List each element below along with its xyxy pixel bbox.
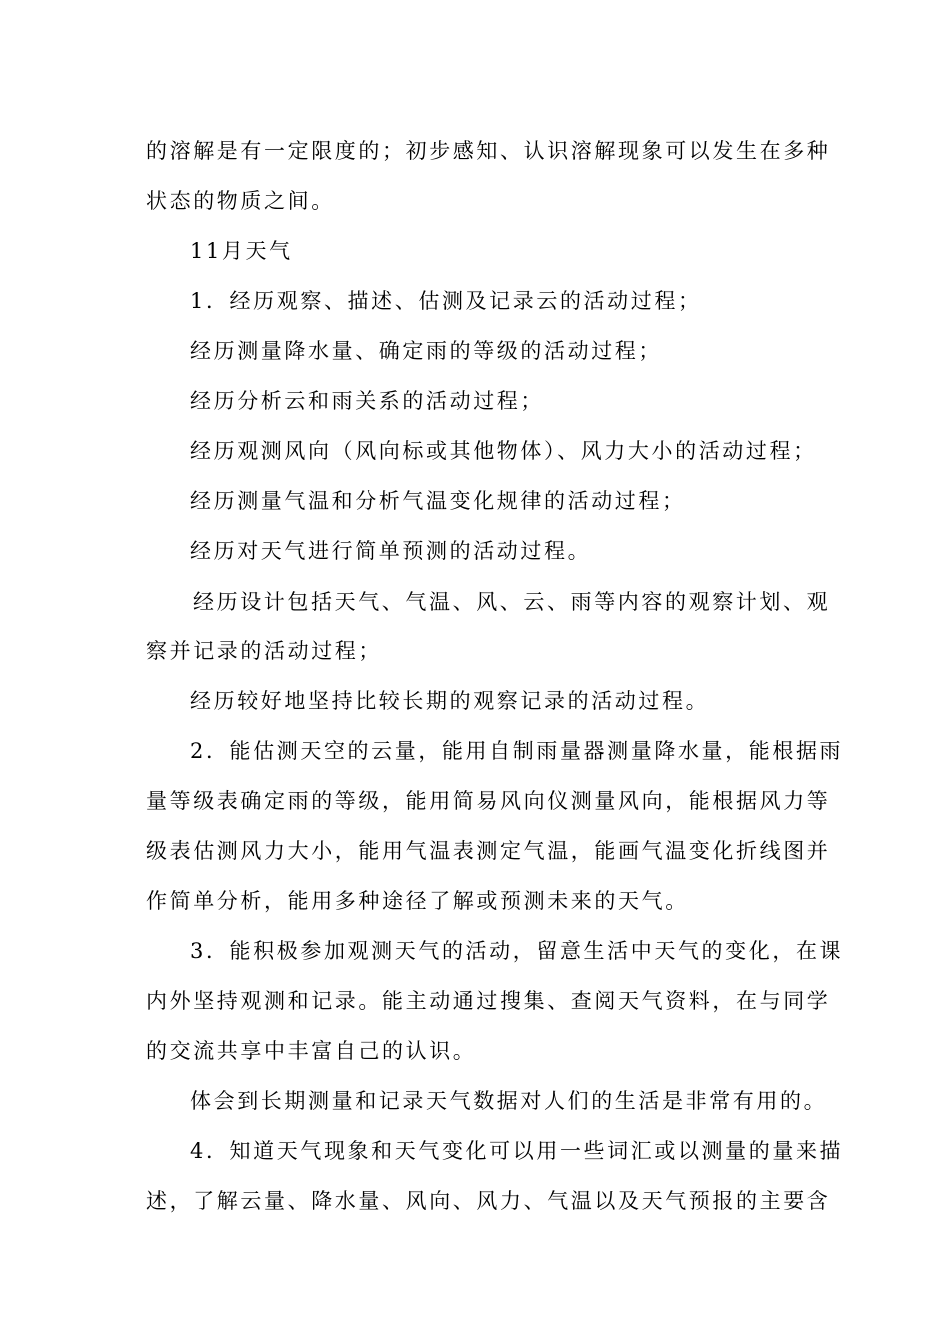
text-line: 2．能估测天空的云量，能用自制雨量器测量降水量，能根据雨 bbox=[190, 739, 844, 763]
text-line: 经历观测风向（风向标或其他物体）、风力大小的活动过程； bbox=[190, 439, 817, 463]
text-line: 经历设计包括天气、气温、风、云、雨等内容的观察计划、观 bbox=[193, 590, 831, 614]
text-line: 体会到长期测量和记录天气数据对人们的生活是非常有用的。 bbox=[190, 1089, 828, 1113]
text-line: 4．知道天气现象和天气变化可以用一些词汇或以测量的量来描 bbox=[190, 1139, 844, 1163]
text-line: 3．能积极参加观测天气的活动，留意生活中天气的变化，在课 bbox=[190, 939, 844, 963]
text-line: 内外坚持观测和记录。能主动通过搜集、查阅天气资料，在与同学 bbox=[146, 989, 831, 1013]
text-line: 经历测量降水量、确定雨的等级的活动过程； bbox=[190, 339, 662, 363]
text-line: 1．经历观察、描述、估测及记录云的活动过程； bbox=[190, 289, 702, 313]
text-line: 作简单分析，能用多种途径了解或预测未来的天气。 bbox=[146, 889, 689, 913]
text-line: 经历测量气温和分析气温变化规律的活动过程； bbox=[190, 489, 686, 513]
text-line: 经历对天气进行简单预测的活动过程。 bbox=[190, 539, 592, 563]
text-line: 状态的物质之间。 bbox=[146, 189, 335, 213]
text-line: 述，了解云量、降水量、风向、风力、气温以及天气预报的主要含 bbox=[146, 1189, 831, 1213]
text-line: 的交流共享中丰富自己的认识。 bbox=[146, 1039, 477, 1063]
text-line: 级表估测风力大小，能用气温表测定气温，能画气温变化折线图并 bbox=[146, 839, 831, 863]
text-line: 量等级表确定雨的等级，能用简易风向仪测量风向，能根据风力等 bbox=[146, 789, 831, 813]
section-heading: 11月天气 bbox=[190, 239, 293, 263]
text-line: 的溶解是有一定限度的；初步感知、认识溶解现象可以发生在多种 bbox=[146, 139, 831, 163]
text-line: 经历较好地坚持比较长期的观察记录的活动过程。 bbox=[190, 689, 710, 713]
text-line: 经历分析云和雨关系的活动过程； bbox=[190, 389, 544, 413]
text-line: 察并记录的活动过程； bbox=[146, 639, 382, 663]
